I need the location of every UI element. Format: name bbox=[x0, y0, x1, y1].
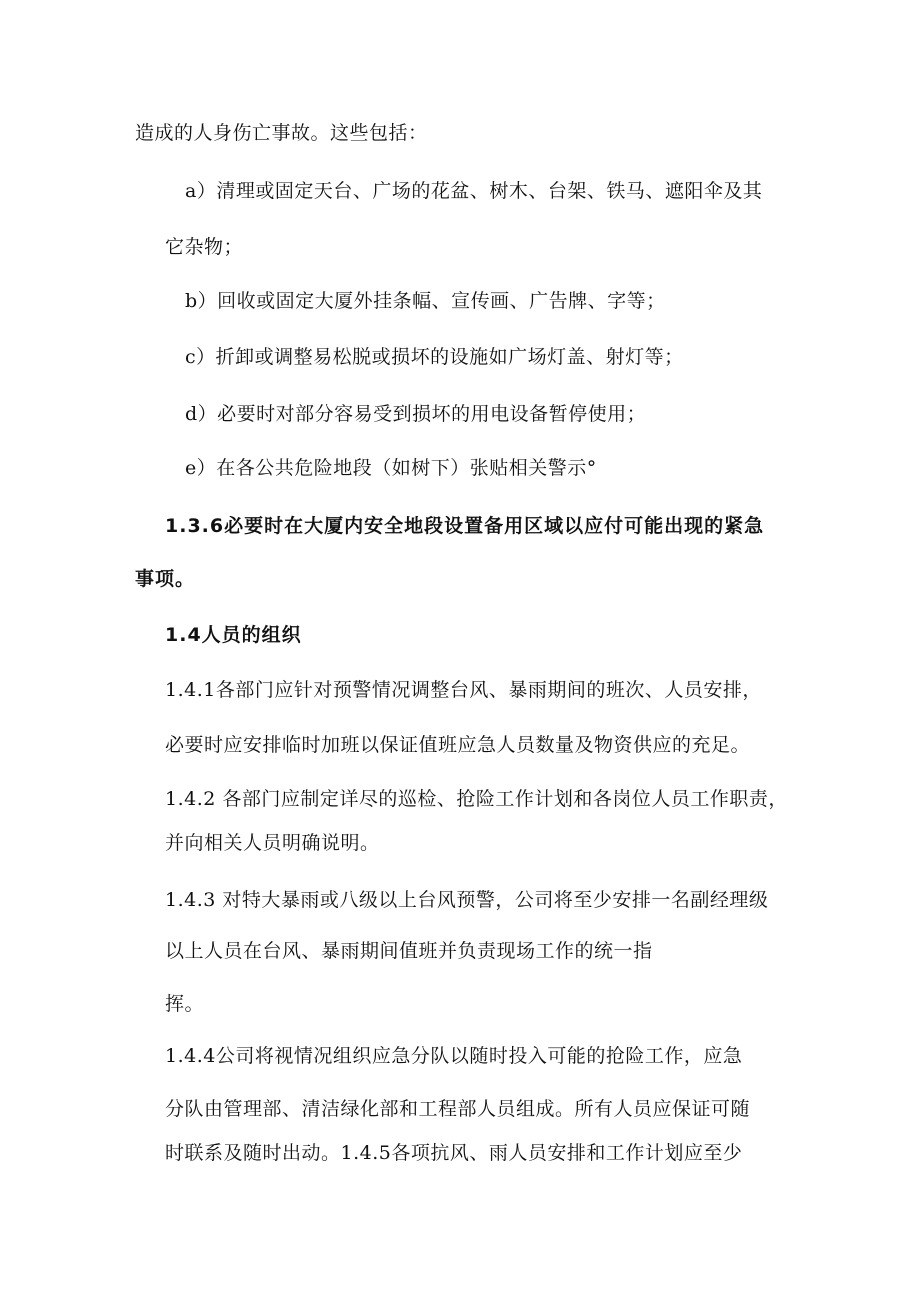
paragraph-1-4-4: 1.4.4公司将视情况组织应急分队以随时投入可能的抢险工作，应急 bbox=[165, 1045, 743, 1067]
list-item-c: c）折卸或调整易松脱或损坏的设施如广场灯盖、射灯等； bbox=[185, 346, 684, 368]
paragraph-1-4-4-end: 时联系及随时出动。1.4.5各项抗风、雨人员安排和工作计划应至少 bbox=[165, 1142, 743, 1164]
paragraph-1-4-2-continued: 并向相关人员明确说明。 bbox=[165, 832, 380, 854]
list-item-e: e）在各公共危险地段（如树下）张贴相关警示° bbox=[185, 457, 597, 479]
list-item-b: b）回收或固定大厦外挂条幅、宣传画、广告牌、字等； bbox=[185, 290, 666, 312]
paragraph-1-4-2: 1.4.2 各部门应制定详尽的巡检、抢险工作计划和各岗位人员工作职责， bbox=[165, 788, 788, 810]
paragraph-1-4-3: 1.4.3 对特大暴雨或八级以上台风预警，公司将至少安排一名副经理级 bbox=[165, 889, 769, 911]
list-item-a: a）清理或固定天台、广场的花盆、树木、台架、铁马、遮阳伞及其 bbox=[185, 180, 763, 202]
paragraph-1-4-1-continued: 必要时应安排临时加班以保证值班应急人员数量及物资供应的充足。 bbox=[165, 734, 751, 756]
text-line-intro: 造成的人身伤亡事故。这些包括： bbox=[135, 122, 428, 144]
section-heading-1-3-6-continued: 事项。 bbox=[135, 568, 196, 590]
section-heading-1-3-6: 1.3.6必要时在大厦内安全地段设置备用区域以应付可能出现的紧急 bbox=[165, 515, 765, 537]
section-heading-1-4: 1.4人员的组织 bbox=[165, 624, 302, 646]
list-item-a-continued: 它杂物； bbox=[165, 236, 244, 258]
paragraph-1-4-3-end: 挥。 bbox=[165, 993, 205, 1015]
list-item-d: d）必要时对部分容易受到损坏的用电设备暂停使用； bbox=[185, 403, 647, 425]
paragraph-1-4-3-continued: 以上人员在台风、暴雨期间值班并负责现场工作的统一指 bbox=[165, 940, 653, 962]
paragraph-1-4-1: 1.4.1各部门应针对预警情况调整台风、暴雨期间的班次、人员安排， bbox=[165, 679, 762, 701]
paragraph-1-4-4-continued: 分队由管理部、清洁绿化部和工程部人员组成。所有人员应保证可随 bbox=[165, 1098, 751, 1120]
